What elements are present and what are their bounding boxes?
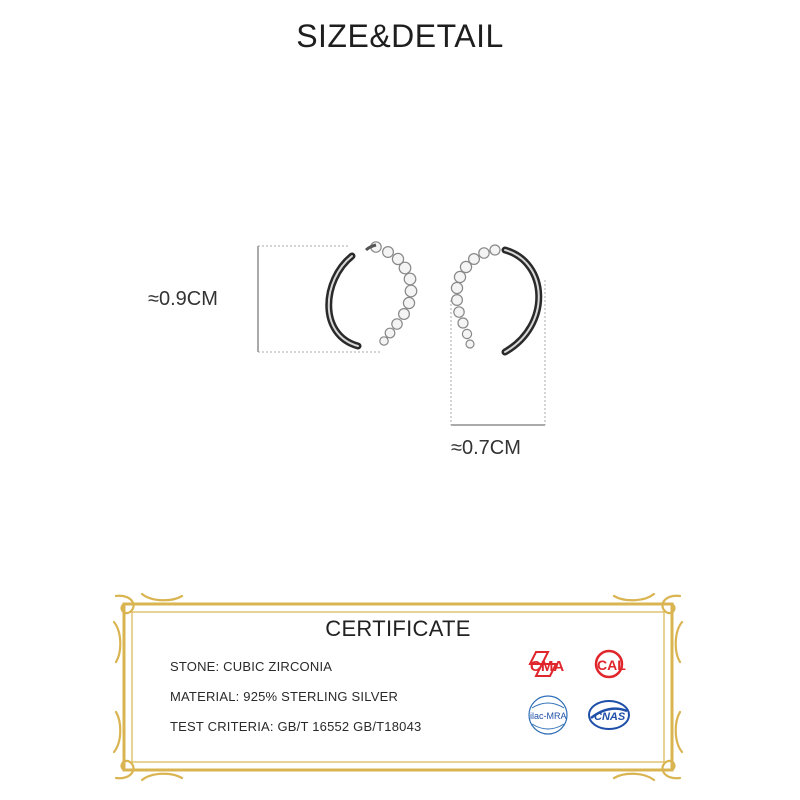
right-earring-stones bbox=[451, 245, 500, 348]
height-dimension-label: ≈0.9CM bbox=[148, 288, 218, 310]
page-title: SIZE&DETAIL bbox=[296, 18, 504, 54]
height-dimension-guide bbox=[258, 246, 380, 352]
certification-logos bbox=[112, 592, 684, 782]
svg-text:CAL: CAL bbox=[597, 657, 626, 673]
certificate-panel bbox=[112, 592, 684, 782]
cnas-logo-icon bbox=[589, 701, 629, 729]
svg-text:ilac-MRA: ilac-MRA bbox=[530, 711, 567, 721]
certificate-stone-line: STONE: CUBIC ZIRCONIA bbox=[170, 659, 333, 674]
certificate-material-line: MATERIAL: 925% STERLING SILVER bbox=[170, 689, 399, 704]
left-earring bbox=[329, 242, 417, 346]
svg-text:CMA: CMA bbox=[530, 658, 565, 675]
right-earring bbox=[451, 245, 538, 352]
cma-logo-icon bbox=[530, 652, 564, 676]
certificate-criteria-line: TEST CRITERIA: GB/T 16552 GB/T18043 bbox=[170, 719, 422, 734]
left-earring-stones bbox=[371, 242, 417, 345]
cal-logo-icon bbox=[596, 651, 626, 677]
svg-text:CNAS: CNAS bbox=[594, 711, 626, 723]
width-dimension-guide bbox=[451, 280, 545, 425]
certificate-title: CERTIFICATE bbox=[325, 616, 471, 641]
width-dimension-label: ≈0.7CM bbox=[451, 437, 521, 459]
ilac-mra-logo-icon bbox=[529, 696, 567, 734]
